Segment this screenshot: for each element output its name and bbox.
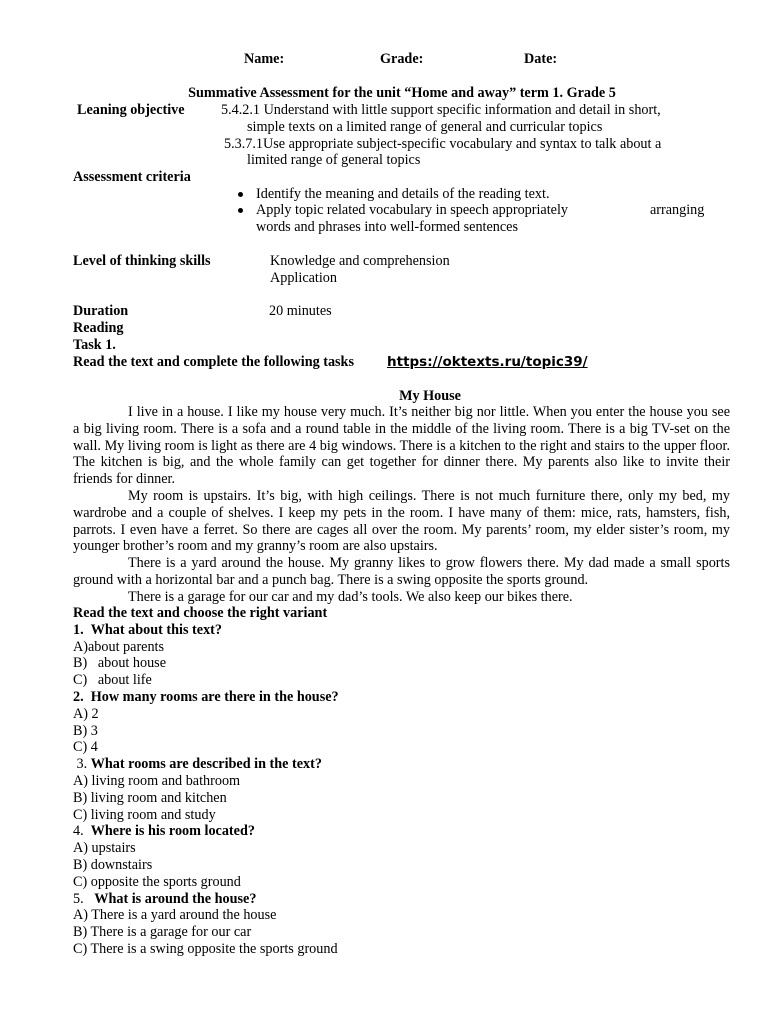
q1-option-c[interactable] [73, 672, 473, 689]
thinking-value-1: Knowledge and comprehension [270, 253, 450, 269]
q1-option-b[interactable] [73, 655, 473, 672]
option-letter: C) [73, 672, 88, 689]
q5-option-c[interactable]: C) There is a swing opposite the sports ground [73, 940, 338, 957]
option-letter: B) [73, 655, 88, 672]
question-number: 3. [76, 756, 88, 773]
question-number: 5. [73, 890, 84, 907]
option-letter: A) [73, 638, 88, 655]
paragraph-3: There is a yard around the house. My granny likes to grow flowers there. My dad made a small sports ground with a horizontal bar and a punch bag. There is a swing opposite the sports ground. [73, 555, 730, 588]
paragraph-1: I live in a house. I like my house very much. It’s neither big nor little. When you enter the house you see a big living room. There is a sofa and a round table in the middle of the living room. There is a big TV-set on the wall. My living room is light as there are 4 big windows. There is a kitchen to the right and stairs to the upper floor. The kitchen is big, and the whole family can get together for dinner there. My parents also like to invite their friends for dinner. [73, 404, 730, 488]
criteria-bullet-2-right: arranging [650, 202, 705, 218]
q2-option-a[interactable]: A) 2 [73, 705, 99, 722]
q2-option-c[interactable]: C) 4 [73, 739, 98, 756]
question-number: 4. [73, 823, 84, 840]
objective-item-1-cont: simple texts on a limited range of general and curricular topics [247, 119, 603, 135]
q3-option-b[interactable]: B) living room and kitchen [73, 789, 227, 806]
question-text: What about this text? [90, 621, 222, 638]
text-title: My House [399, 388, 461, 404]
name-label: Name: [244, 51, 285, 67]
criteria-bullet-2: Apply topic related vocabulary in speech appropriately [256, 202, 569, 218]
objective-item-2-cont: limited range of general topics [247, 152, 421, 168]
bullet-icon [238, 208, 243, 213]
section-reading: Reading [73, 320, 124, 336]
objective-label: Leaning objective [77, 102, 185, 118]
paragraph-4: There is a garage for our car and my dad’s tools. We also keep our bikes there. [128, 588, 573, 605]
question-text: What rooms are described in the text? [90, 756, 322, 773]
q5-option-a[interactable]: A) There is a yard around the house [73, 907, 277, 924]
document-title: Summative Assessment for the unit “Home and away” term 1. Grade 5 [188, 85, 616, 101]
reading-text [73, 404, 730, 606]
q4-option-c[interactable]: C) opposite the sports ground [73, 873, 241, 890]
question-number: 1. [73, 621, 84, 638]
question-text: Where is his room located? [90, 823, 255, 840]
thinking-value-2: Application [270, 270, 337, 286]
q4-option-b[interactable]: B) downstairs [73, 856, 153, 873]
section-task: Task 1. [73, 337, 116, 353]
question-number: 2. [73, 688, 84, 705]
q1-option-a[interactable] [73, 639, 473, 656]
objective-item-1: 5.4.2.1 Understand with little support specific information and detail in short, [221, 102, 661, 118]
question-5 [73, 891, 473, 908]
q5-option-b[interactable]: B) There is a garage for our car [73, 924, 252, 941]
quiz [73, 605, 473, 958]
duration-label: Duration [73, 303, 129, 319]
objective-item-2: 5.3.7.1Use appropriate subject-specific vocabulary and syntax to talk about a [224, 136, 662, 152]
question-4 [73, 823, 473, 840]
grade-label: Grade: [380, 51, 424, 67]
thinking-label: Level of thinking skills [73, 253, 211, 269]
date-label: Date: [524, 51, 558, 67]
bullet-icon [238, 192, 243, 197]
criteria-bullet-2-cont: words and phrases into well-formed sentences [256, 219, 518, 235]
question-text: How many rooms are there in the house? [90, 688, 339, 705]
option-text: about life [97, 672, 152, 689]
task-instruction: Read the text and complete the following tasks [73, 354, 354, 370]
criteria-bullet-1: Identify the meaning and details of the reading text. [256, 186, 550, 202]
source-link[interactable]: https://oktexts.ru/topic39/ [387, 354, 588, 370]
q4-option-a[interactable]: A) upstairs [73, 840, 136, 857]
option-text: about house [97, 655, 166, 672]
q3-option-a[interactable]: A) living room and bathroom [73, 772, 241, 789]
duration-value: 20 minutes [269, 303, 332, 319]
paragraph-2: My room is upstairs. It’s big, with high ceilings. There is not much furniture there, only my bed, my wardrobe and a couple of shelves. I keep my pets in the room. I have many of them: mice, rats, hamsters, fish, parrots. I even have a ferret. So there are cages all over the room. My parents’ room, my elder sister’s room, my younger brother’s room and my granny’s room are also upstairs. [73, 487, 730, 555]
question-1 [73, 622, 473, 639]
question-2 [73, 689, 473, 706]
q2-option-b[interactable]: B) 3 [73, 722, 98, 739]
quiz-instruction: Read the text and choose the right variant [73, 605, 328, 621]
criteria-label: Assessment criteria [73, 169, 191, 185]
question-text: What is around the house? [94, 890, 257, 907]
question-3 [73, 756, 473, 773]
q3-option-c[interactable]: C) living room and study [73, 806, 216, 823]
option-text: about parents [87, 638, 165, 655]
